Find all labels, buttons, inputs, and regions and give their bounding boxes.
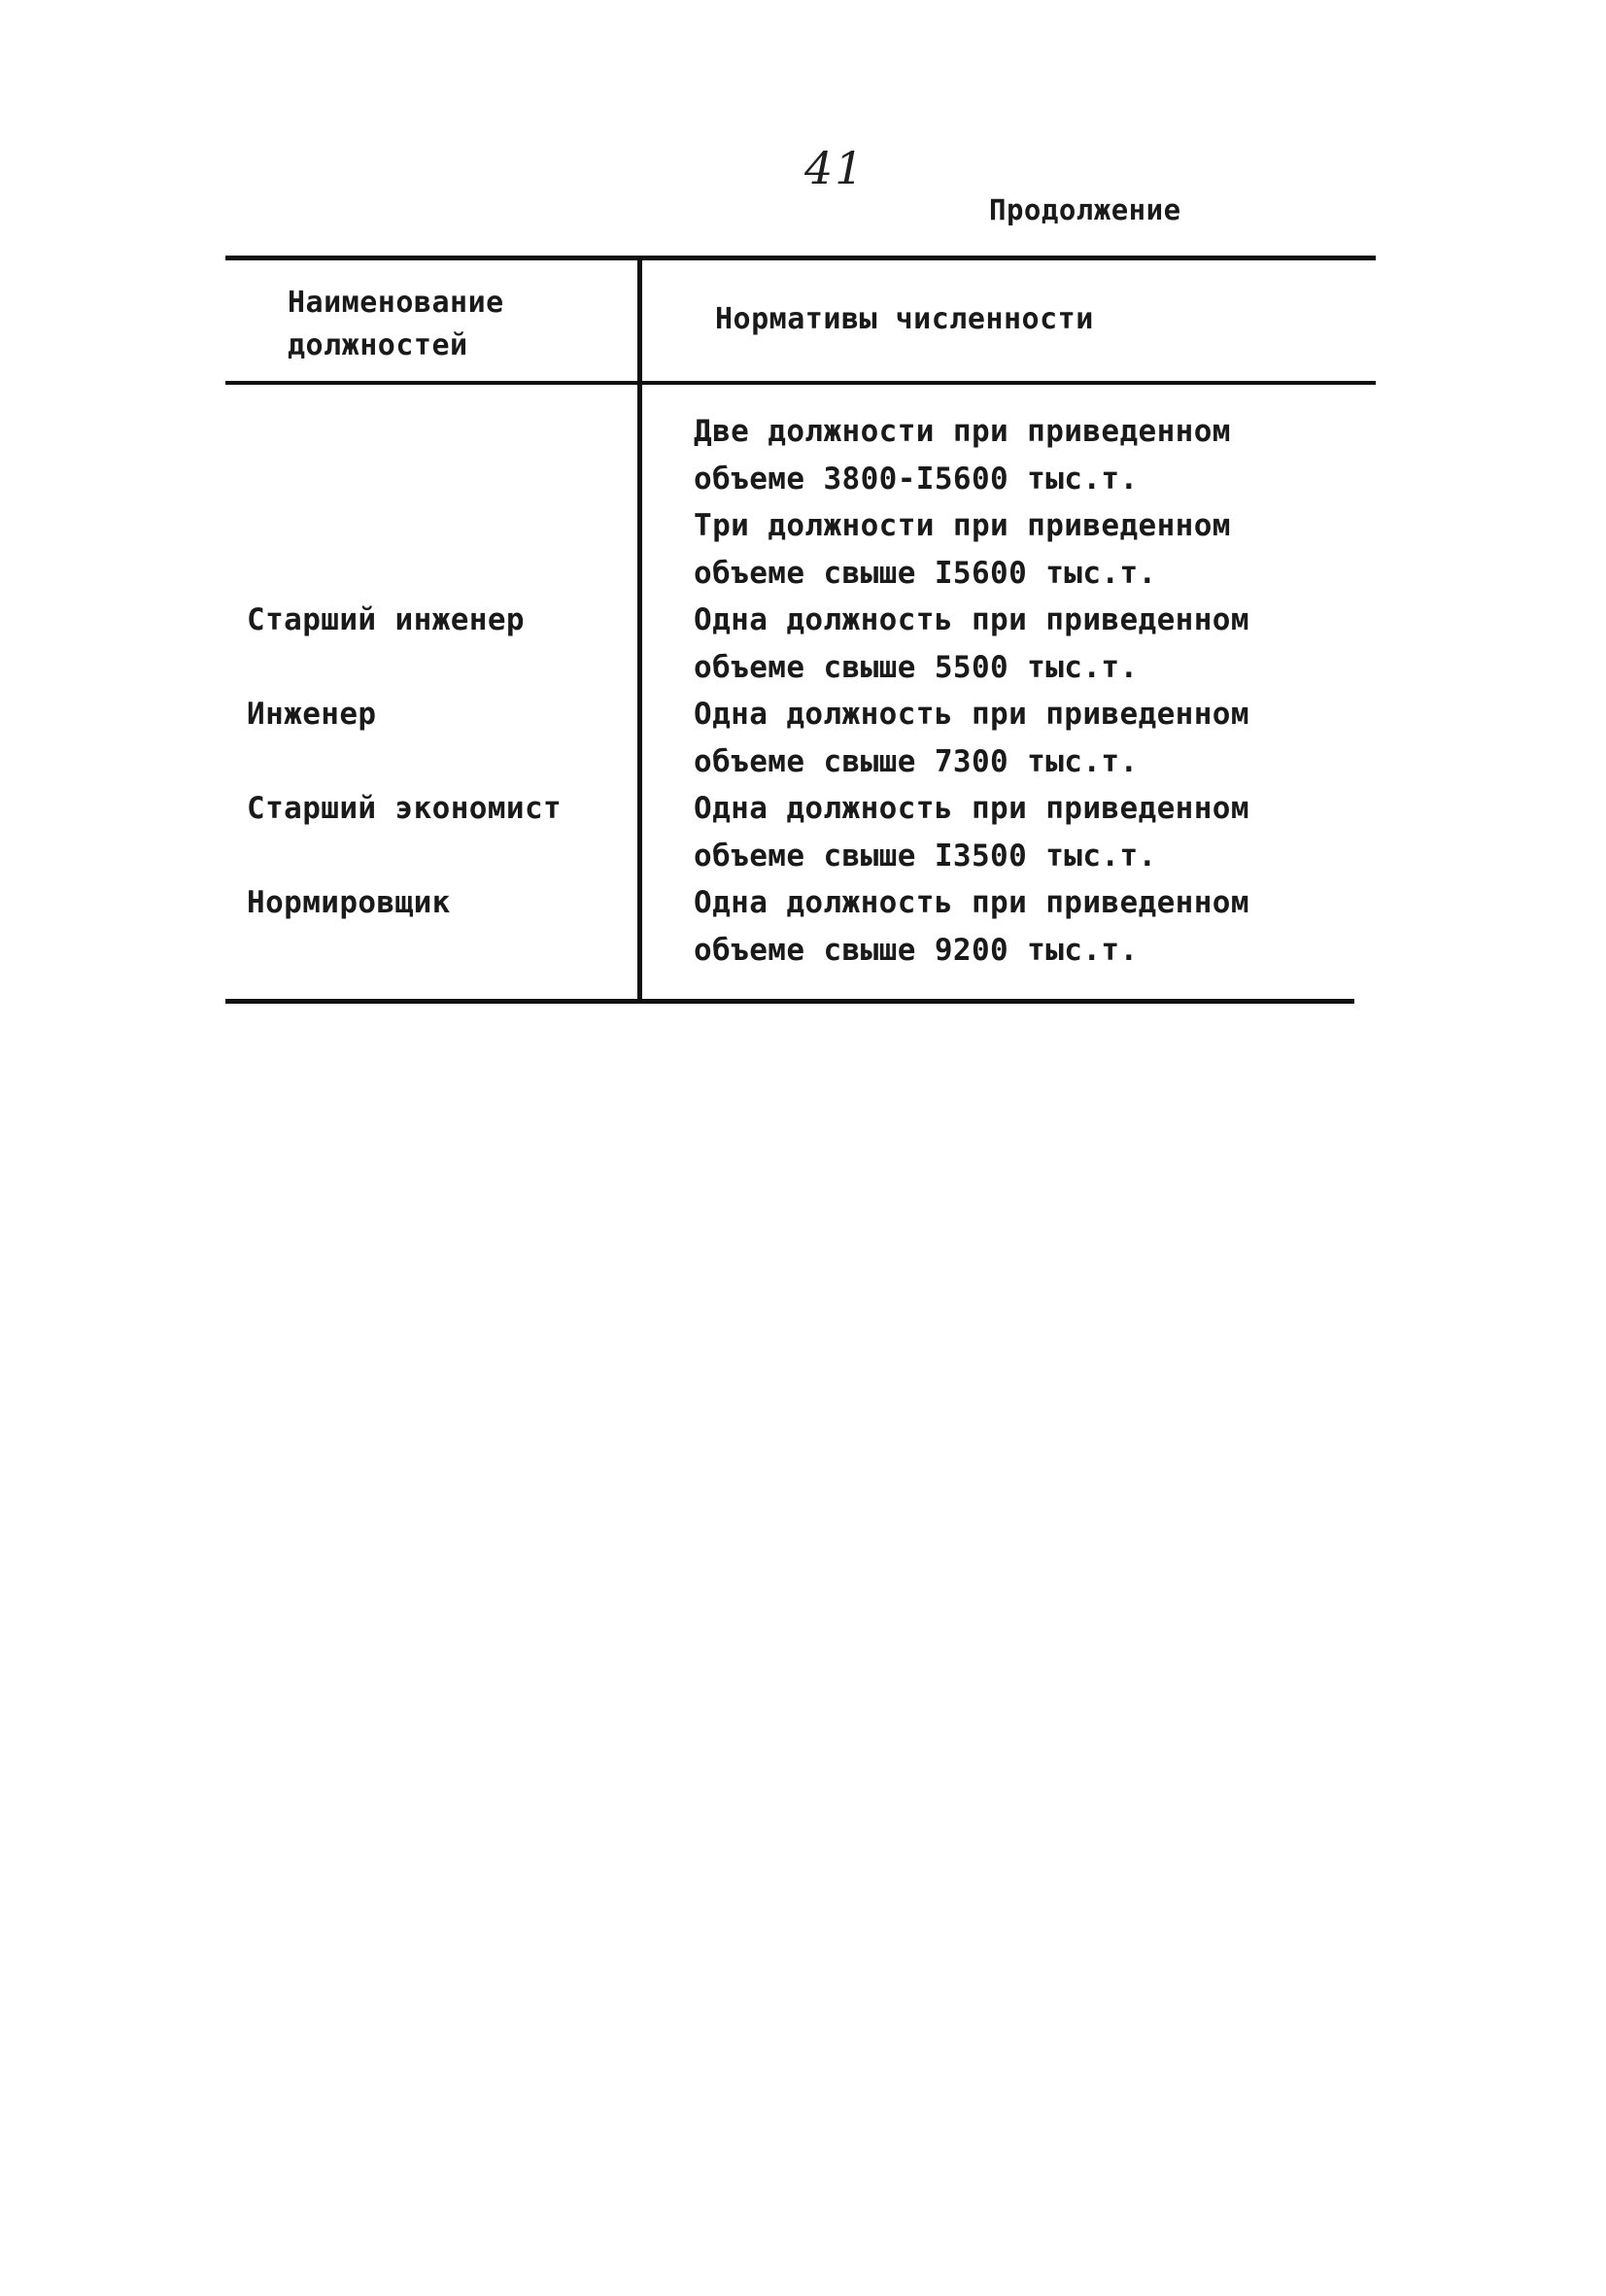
norm-line: объеме свыше I3500 тыс.т. bbox=[694, 838, 1157, 874]
continuation-label: Продолжение bbox=[989, 193, 1181, 226]
norm-line: Две должности при приведенном bbox=[694, 414, 1231, 449]
table-top-rule bbox=[225, 256, 1376, 260]
table-row-norm bbox=[694, 502, 1354, 597]
header-position-names bbox=[288, 282, 608, 367]
norm-line: Одна должность при приведенном bbox=[694, 791, 1249, 826]
table-bottom-rule bbox=[225, 999, 1354, 1004]
table-header-rule bbox=[225, 381, 1376, 385]
table-row-norm bbox=[694, 597, 1354, 691]
header-position-line-2: должностей bbox=[288, 328, 468, 362]
table-row-norm bbox=[694, 408, 1354, 502]
table-row-position: Старший экономист bbox=[247, 791, 563, 826]
norm-line: Три должности при приведенном bbox=[694, 508, 1231, 543]
table-row-norm bbox=[694, 785, 1354, 879]
table-row-norm bbox=[694, 691, 1354, 785]
table-row-position: Нормировщик bbox=[247, 885, 451, 920]
header-staffing-norms: Нормативы численности bbox=[715, 302, 1094, 336]
norm-line: Одна должность при приведенном bbox=[694, 602, 1249, 637]
table-row-norm bbox=[694, 879, 1354, 974]
norm-line: Одна должность при приведенном bbox=[694, 885, 1249, 920]
page-number: 41 bbox=[804, 142, 866, 194]
norm-line: объеме свыше 9200 тыс.т. bbox=[694, 932, 1139, 968]
norm-line: Одна должность при приведенном bbox=[694, 697, 1249, 732]
norm-line: объеме свыше 7300 тыс.т. bbox=[694, 743, 1139, 779]
norm-line: объеме 3800-I5600 тыс.т. bbox=[694, 461, 1139, 497]
table-column-divider bbox=[637, 256, 642, 1004]
header-position-line-1: Наименование bbox=[288, 286, 504, 320]
norm-line: объеме свыше 5500 тыс.т. bbox=[694, 649, 1139, 685]
table-row-position: Инженер bbox=[247, 697, 377, 732]
table-row-position: Старший инженер bbox=[247, 602, 525, 637]
norm-line: объеме свыше I5600 тыс.т. bbox=[694, 555, 1157, 591]
